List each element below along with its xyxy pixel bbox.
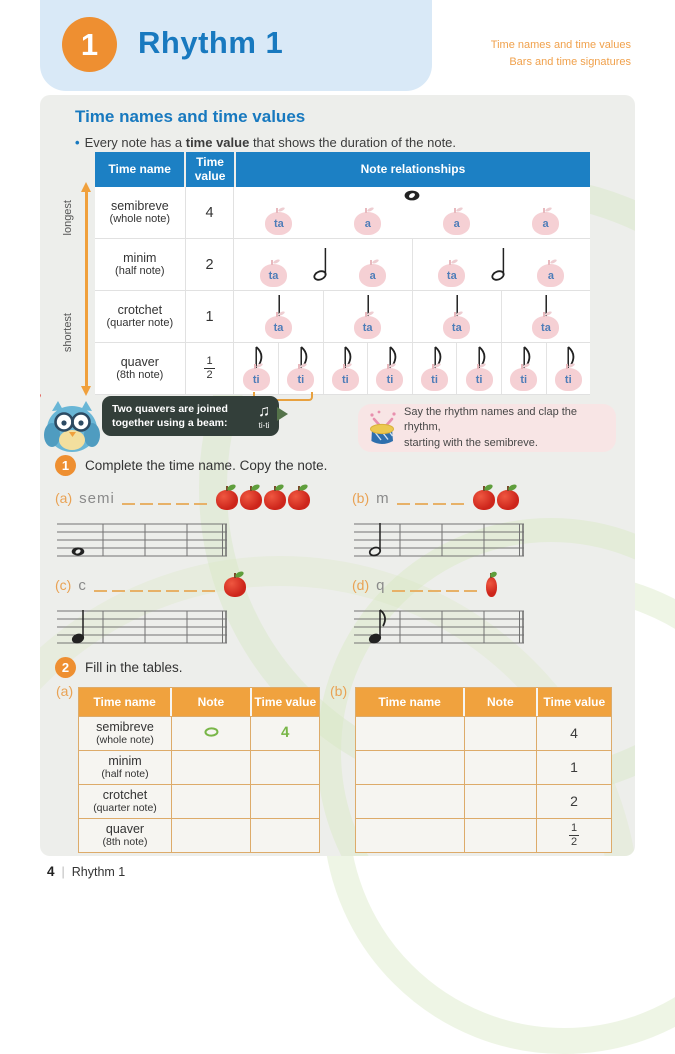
word-stem: semi — [79, 489, 115, 507]
table-row — [356, 750, 611, 784]
beat-cell — [412, 291, 501, 342]
note-answer-cell[interactable] — [172, 717, 251, 750]
time-value-cell: 4 — [570, 724, 578, 741]
red-apple-icon — [224, 577, 246, 597]
value-answer-cell[interactable] — [251, 819, 319, 852]
syllable-label: a — [369, 270, 376, 282]
table-row — [79, 784, 319, 818]
table-row — [356, 716, 611, 750]
table-row — [79, 716, 319, 750]
red-apple-icon — [497, 490, 519, 510]
table-header — [79, 688, 319, 716]
red-apple-icon — [240, 490, 262, 510]
owl-mascot — [40, 393, 110, 460]
syllable-label: ti — [252, 374, 260, 386]
column-header: Time value — [254, 695, 317, 709]
tip-box — [358, 404, 616, 452]
beat-cell — [412, 343, 457, 394]
syllable-label: ta — [274, 218, 284, 230]
pencil-icon — [40, 393, 42, 426]
time-name-cell: minim (half note) — [79, 751, 172, 784]
beat-cell — [234, 239, 411, 290]
beat-cell — [546, 343, 591, 394]
syllable-label: ti — [386, 374, 394, 386]
note-table-row — [95, 239, 590, 291]
table-a-label: (a) — [56, 683, 74, 699]
time-value: 1 — [185, 291, 235, 342]
syllable-label: ti — [475, 374, 483, 386]
handwritten-value-answer: 4 — [280, 724, 290, 742]
handwritten-note-answer — [203, 725, 219, 742]
chapter-number-badge: 1 — [62, 17, 117, 72]
note-answer-cell[interactable] — [172, 751, 251, 784]
syllable-label: ta — [362, 322, 373, 334]
time-value: 4 — [185, 187, 235, 238]
column-header: Note — [172, 688, 251, 716]
apple-icon — [354, 212, 381, 235]
note-relationships-cell — [234, 239, 590, 290]
exercise1-item — [55, 485, 341, 567]
beat-cell — [501, 187, 590, 238]
apple-icon — [265, 316, 292, 339]
beamed-quavers-icon: ♫ — [258, 403, 270, 421]
chapter-topics — [491, 37, 631, 70]
beat-cell — [501, 291, 590, 342]
syllable-label: a — [364, 218, 371, 230]
chapter-banner — [40, 0, 432, 91]
note-table-header — [95, 152, 590, 187]
item-label: (b) — [352, 490, 370, 506]
answer-blanks[interactable] — [122, 491, 207, 505]
time-name-cell[interactable] — [356, 717, 465, 750]
exercise-number-badge: 1 — [55, 455, 76, 476]
fraction: $\frac{1}{2}$ — [206, 355, 213, 381]
note-answer-cell[interactable] — [465, 717, 537, 750]
beat-cell — [412, 187, 501, 238]
time-name-cell[interactable] — [356, 819, 465, 852]
exercise1-item — [55, 572, 341, 654]
apple-icon — [359, 264, 386, 287]
exercise2-heading — [55, 657, 183, 678]
syllable-label: a — [547, 270, 554, 282]
beat-cell — [234, 343, 278, 394]
tip-text: Say the rhythm names and clap the rhythm, starting with the semibreve. — [404, 405, 578, 449]
syllable-label: ti — [297, 374, 305, 386]
beat-cell — [323, 187, 412, 238]
apple-icon — [354, 316, 381, 339]
apple-icon — [443, 316, 470, 339]
time-name: minim (half note) — [115, 250, 165, 278]
syllable-label: a — [453, 218, 460, 230]
item-label: (c) — [55, 577, 72, 593]
note-answer-cell[interactable] — [172, 785, 251, 818]
lesson-panel — [40, 95, 635, 856]
beat-cell — [412, 239, 590, 290]
copy-note-staff[interactable] — [57, 518, 341, 567]
apple-icon — [443, 212, 470, 235]
beat-cell — [456, 343, 501, 394]
footer-label: Rhythm 1 — [71, 864, 126, 879]
copy-note-staff[interactable] — [57, 605, 341, 654]
apple-icon — [260, 264, 287, 287]
beat-cell — [234, 291, 322, 342]
note-relationships-cell — [234, 291, 590, 342]
beamed-quavers — [258, 403, 270, 430]
beat-cell — [323, 343, 368, 394]
value-answer-cell[interactable] — [251, 785, 319, 818]
apple-icon — [466, 368, 493, 391]
column-header: Note — [465, 688, 537, 716]
syllable-label: ta — [451, 322, 462, 334]
beam-caption: ti-ti — [258, 421, 270, 431]
column-header: Note relationships — [360, 161, 466, 176]
apple-icon — [532, 212, 559, 235]
apple-icon — [510, 368, 537, 391]
drum-icon — [365, 409, 399, 452]
value-answer-cell[interactable] — [251, 717, 319, 750]
column-header: Time name — [79, 688, 172, 716]
table-row — [356, 784, 611, 818]
table-row — [79, 818, 319, 852]
duration-axis-arrow — [85, 191, 88, 387]
time-value: 2 — [185, 239, 235, 290]
time-value-cell: 1 — [570, 758, 578, 775]
fill-table-b — [355, 687, 612, 853]
apple-icon — [532, 316, 559, 339]
column-header: Time name — [356, 688, 465, 716]
staff — [57, 605, 227, 649]
column-header: Time value — [186, 152, 236, 187]
page-number: 4 — [47, 864, 55, 879]
time-name-cell: semibreve (whole note) — [79, 717, 172, 750]
topic-line: Bars and time signatures — [509, 55, 631, 68]
apple-counter — [486, 573, 497, 597]
apple-counter — [224, 573, 246, 597]
word-stem: c — [78, 576, 87, 594]
word-stem: q — [376, 576, 386, 594]
beat-cell — [323, 291, 412, 342]
time-name: semibreve (whole note) — [109, 198, 171, 226]
staff — [57, 518, 227, 562]
apple-icon — [265, 212, 292, 235]
section-title: Time names and time values — [75, 107, 306, 126]
apple-icon — [555, 368, 582, 391]
time-name: quaver (8th note) — [116, 354, 164, 382]
copy-note-staff[interactable] — [354, 605, 635, 654]
time-name: crotchet (quarter note) — [106, 302, 174, 330]
beat-cell — [501, 343, 546, 394]
note-table-row — [95, 343, 590, 395]
note-answer-cell[interactable] — [465, 785, 537, 818]
exercise1-instruction: Complete the time name. Copy the note. — [85, 458, 328, 473]
axis-label-longest: longest — [62, 200, 74, 236]
answer-blanks[interactable] — [392, 578, 477, 592]
speech-bubble — [102, 396, 279, 436]
answer-blanks[interactable] — [94, 578, 215, 592]
exercise-number-badge: 2 — [55, 657, 76, 678]
time-value — [185, 343, 235, 394]
note-answer-cell[interactable] — [465, 819, 537, 852]
syllable-label: ti — [520, 374, 528, 386]
apple-icon — [243, 368, 270, 391]
topic-line: Time names and time values — [490, 39, 631, 51]
note-relationships-cell — [234, 187, 590, 238]
beat-cell — [278, 343, 323, 394]
page-title: Rhythm 1 — [138, 25, 284, 60]
table-row — [356, 818, 611, 852]
time-name-cell[interactable] — [356, 785, 465, 818]
copy-note-staff[interactable] — [354, 518, 635, 567]
word-stem: m — [376, 489, 390, 507]
apple-icon — [376, 368, 403, 391]
note-relationships-cell — [234, 343, 590, 394]
time-name-cell: quaver (8th note) — [79, 819, 172, 852]
exercise1-item — [352, 485, 635, 567]
red-apple-icon — [473, 490, 495, 510]
table-b-label: (b) — [330, 683, 348, 699]
exercise2-instruction: Fill in the tables. — [85, 660, 183, 675]
time-name-cell[interactable] — [356, 751, 465, 784]
apple-icon — [421, 368, 448, 391]
syllable-label: ta — [541, 322, 551, 334]
apple-icon — [287, 368, 314, 391]
red-apple-icon — [264, 490, 286, 510]
speech-bubble-text: Two quavers are joined together using a beam: — [112, 403, 228, 429]
section-bullet: • Every note has a time value that shows the duration of the note. — [75, 135, 457, 150]
column-header: Time value — [543, 695, 606, 709]
note-answer-cell[interactable] — [465, 751, 537, 784]
answer-blanks[interactable] — [397, 491, 464, 505]
value-answer-cell[interactable] — [251, 751, 319, 784]
note-answer-cell[interactable] — [172, 819, 251, 852]
syllable-label: ta — [268, 270, 279, 282]
half-note-icon — [491, 245, 512, 281]
note-relationships-table — [95, 152, 590, 395]
apple-counter — [216, 486, 310, 510]
fraction: $\frac{1}{2}$ — [570, 822, 578, 848]
syllable-label: ti — [342, 374, 349, 386]
note-table-row — [95, 291, 590, 343]
half-apple-icon — [486, 577, 497, 597]
footer-separator: | — [61, 864, 65, 879]
red-apple-icon — [288, 490, 310, 510]
apple-icon — [438, 264, 465, 287]
table-row — [79, 750, 319, 784]
item-label: (d) — [352, 577, 370, 593]
item-label: (a) — [55, 490, 73, 506]
exercise1-heading — [55, 455, 327, 476]
apple-icon — [537, 264, 564, 287]
syllable-label: a — [542, 218, 549, 230]
note-table-row — [95, 187, 590, 239]
table-header — [356, 688, 611, 716]
column-header: Time name — [95, 152, 186, 187]
time-value-cell: 2 — [570, 792, 578, 809]
syllable-label: ti — [564, 374, 572, 386]
syllable-label: ti — [431, 374, 438, 386]
staff — [354, 605, 524, 649]
red-apple-icon — [216, 490, 238, 510]
syllable-label: ta — [446, 270, 457, 282]
beat-cell — [234, 187, 323, 238]
beat-cell — [367, 343, 412, 394]
page-footer — [47, 864, 125, 879]
axis-label-shortest: shortest — [62, 313, 74, 353]
apple-icon — [332, 368, 359, 391]
fill-table-a — [78, 687, 320, 853]
time-value-cell — [537, 819, 611, 852]
time-name-cell: crotchet (quarter note) — [79, 785, 172, 818]
staff — [354, 518, 524, 562]
bullet-icon: • — [75, 135, 80, 150]
syllable-label: ta — [273, 322, 284, 334]
half-note-icon — [313, 245, 334, 281]
exercise1-item — [352, 572, 635, 654]
apple-counter — [473, 486, 519, 510]
